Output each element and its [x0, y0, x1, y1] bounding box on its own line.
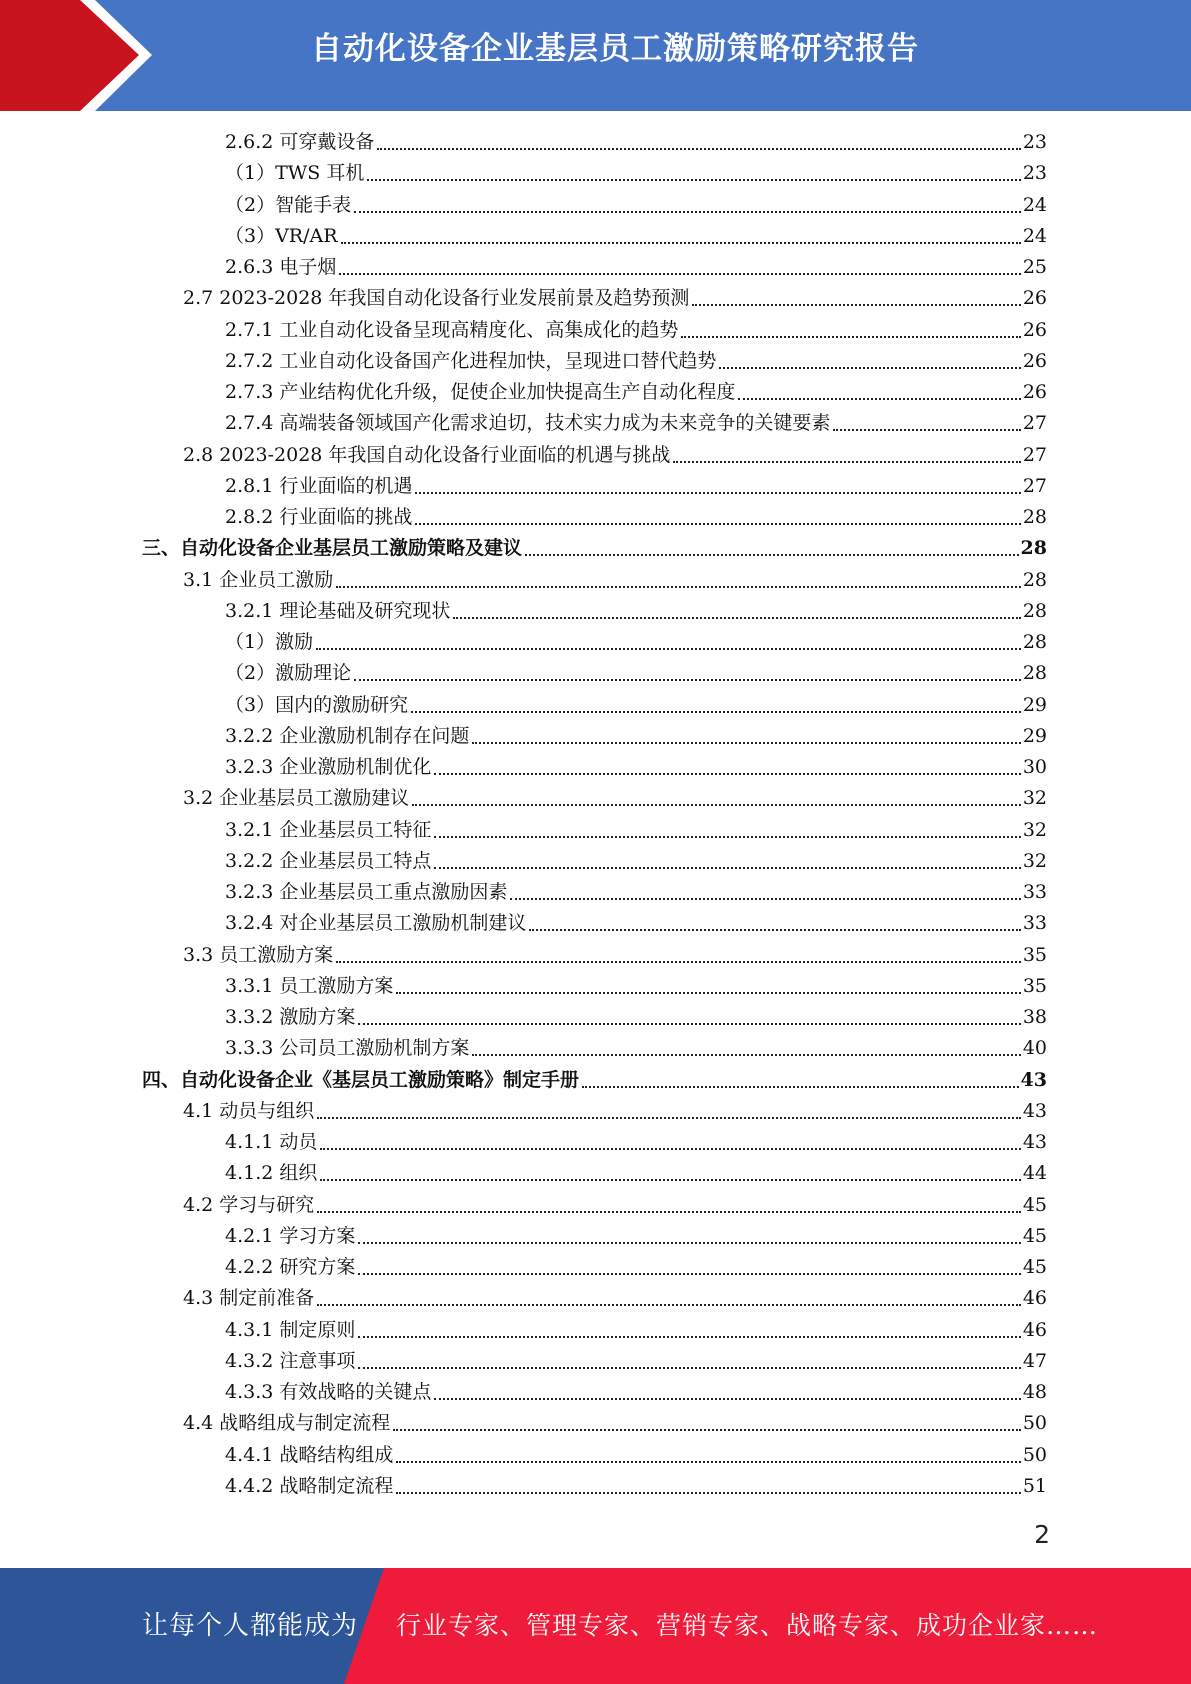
toc-entry-title: 3.2.1 企业基层员工特征	[225, 818, 432, 841]
toc-entry[interactable]	[225, 158, 1047, 189]
toc-entry-page: 28	[1022, 662, 1047, 685]
toc-entry-page: 28	[1022, 599, 1047, 622]
toc-dot-leader	[316, 648, 1021, 650]
toc-entry[interactable]	[225, 1002, 1047, 1033]
toc-entry-title: 2.8.2 行业面临的挑战	[225, 506, 413, 528]
toc-entry-page: 46	[1022, 1318, 1047, 1341]
toc-entry-title: （3）VR/AR	[225, 224, 338, 247]
page-header	[0, 0, 1191, 111]
toc-entry[interactable]	[225, 315, 1047, 346]
toc-entry-title: 3.1 企业员工激励	[183, 568, 334, 591]
toc-entry-page: 43	[1022, 1131, 1047, 1153]
toc-entry-title: 2.7.3 产业结构优化升级，促使企业加快提高生产自动化程度	[225, 381, 736, 403]
toc-entry[interactable]	[183, 783, 1047, 814]
toc-entry-title: 4.3.3 有效战略的关键点	[225, 1381, 432, 1403]
toc-entry-title: 4.3.1 制定原则	[225, 1318, 356, 1341]
toc-entry-page: 32	[1022, 849, 1047, 872]
toc-entry-page: 30	[1022, 756, 1047, 778]
page-number: 2	[1034, 1520, 1050, 1549]
toc-dot-leader	[377, 148, 1020, 150]
toc-dot-leader	[833, 429, 1020, 431]
toc-entry-title: 4.2 学习与研究	[183, 1193, 315, 1216]
toc-entry[interactable]	[225, 658, 1047, 689]
toc-entry[interactable]	[225, 1221, 1047, 1252]
toc-entry-title: 2.7.1 工业自动化设备呈现高精度化、高集成化的趋势	[225, 318, 679, 341]
toc-entry[interactable]	[225, 1127, 1047, 1158]
toc-dot-leader	[434, 836, 1020, 838]
toc-entry-page: 45	[1022, 1224, 1047, 1247]
toc-entry[interactable]	[225, 1033, 1047, 1064]
toc-entry[interactable]	[183, 565, 1047, 596]
toc-entry[interactable]	[183, 1408, 1047, 1439]
toc-entry[interactable]	[183, 283, 1047, 314]
toc-entry-title: 4.2.2 研究方案	[225, 1256, 356, 1278]
toc-entry-page: 40	[1022, 1037, 1047, 1060]
toc-entry[interactable]	[225, 596, 1047, 627]
toc-entry[interactable]	[225, 221, 1047, 252]
toc-dot-leader	[510, 898, 1020, 900]
toc-entry[interactable]	[183, 1096, 1047, 1127]
toc-dot-leader	[411, 711, 1021, 713]
toc-entry-title: 4.2.1 学习方案	[225, 1224, 356, 1247]
toc-entry[interactable]	[225, 190, 1047, 221]
toc-entry[interactable]	[225, 1471, 1047, 1502]
toc-dot-leader	[434, 867, 1020, 869]
toc-entry-page: 28	[1022, 631, 1047, 653]
toc-entry-title: 3.3 员工激励方案	[183, 943, 334, 966]
toc-dot-leader	[412, 804, 1021, 806]
toc-entry-page: 48	[1022, 1381, 1047, 1403]
toc-dot-leader	[358, 1242, 1020, 1244]
toc-entry-page: 24	[1022, 193, 1047, 216]
toc-entry-page: 43	[1020, 1068, 1047, 1091]
toc-entry-title: 2.8 2023-2028 年我国自动化设备行业面临的机遇与挑战	[183, 443, 671, 466]
toc-entry[interactable]	[225, 502, 1047, 533]
toc-entry-title: 4.3 制定前准备	[183, 1287, 315, 1310]
toc-entry[interactable]	[225, 971, 1047, 1002]
toc-entry[interactable]	[225, 127, 1047, 158]
toc-entry[interactable]	[142, 533, 1047, 564]
toc-dot-leader	[396, 1492, 1020, 1494]
toc-entry[interactable]	[225, 877, 1047, 908]
toc-entry[interactable]	[225, 908, 1047, 939]
toc-entry-title: （2）激励理论	[225, 662, 352, 685]
toc-entry-title: 2.7.2 工业自动化设备国产化进程加快，呈现进口替代趋势	[225, 349, 717, 372]
toc-entry-title: （2）智能手表	[225, 193, 352, 216]
toc-dot-leader	[396, 992, 1020, 994]
toc-dot-leader	[320, 1179, 1020, 1181]
toc-dot-leader	[317, 1304, 1021, 1306]
toc-entry[interactable]	[183, 940, 1047, 971]
footer-slogan-right: 行业专家、管理专家、营销专家、战略专家、成功企业家……	[396, 1611, 1099, 1640]
toc-entry[interactable]	[225, 752, 1047, 783]
toc-entry-page: 26	[1022, 349, 1047, 372]
toc-dot-leader	[434, 1398, 1020, 1400]
toc-dot-leader	[529, 929, 1020, 931]
toc-entry[interactable]	[225, 1158, 1047, 1189]
toc-dot-leader	[472, 742, 1020, 744]
toc-dot-leader	[415, 523, 1020, 525]
toc-dot-leader	[719, 367, 1020, 369]
toc-entry-page: 45	[1022, 1193, 1047, 1216]
toc-entry[interactable]	[225, 408, 1047, 439]
toc-dot-leader	[738, 398, 1020, 400]
toc-entry-page: 47	[1022, 1349, 1047, 1372]
toc-dot-leader	[396, 1461, 1020, 1463]
toc-entry-page: 35	[1022, 943, 1047, 966]
footer-slogan-left: 让每个人都能成为	[142, 1611, 359, 1641]
toc-entry[interactable]	[183, 1283, 1047, 1314]
toc-entry-page: 33	[1022, 912, 1047, 935]
toc-entry[interactable]	[225, 721, 1047, 752]
toc-entry-page: 50	[1022, 1443, 1047, 1466]
toc-entry-page: 23	[1022, 162, 1047, 185]
toc-entry[interactable]	[183, 440, 1047, 471]
toc-entry-title: 2.6.3 电子烟	[225, 256, 337, 278]
toc-entry[interactable]	[225, 471, 1047, 502]
toc-entry-title: 3.2.2 企业激励机制存在问题	[225, 724, 470, 747]
toc-entry-page: 32	[1022, 818, 1047, 841]
toc-entry-title: 3.2.1 理论基础及研究现状	[225, 599, 451, 622]
toc-entry-title: 三、自动化设备企业基层员工激励策略及建议	[142, 537, 523, 560]
toc-dot-leader	[358, 1023, 1020, 1025]
toc-dot-leader	[336, 961, 1021, 963]
toc-dot-leader	[320, 1148, 1020, 1150]
toc-entry-page: 25	[1022, 256, 1047, 278]
toc-entry-page: 33	[1022, 881, 1047, 903]
toc-entry-title: 3.2.3 企业激励机制优化	[225, 756, 432, 778]
toc-dot-leader	[453, 617, 1020, 619]
toc-entry-title: 3.2.4 对企业基层员工激励机制建议	[225, 912, 527, 935]
toc-entry-page: 27	[1022, 443, 1047, 466]
toc-dot-leader	[358, 1367, 1020, 1369]
toc-dot-leader	[367, 179, 1020, 181]
toc-entry[interactable]	[225, 690, 1047, 721]
toc-entry-title: 2.7.4 高端装备领域国产化需求迫切，技术实力成为未来竞争的关键要素	[225, 412, 831, 435]
toc-dot-leader	[692, 304, 1020, 306]
toc-entry-page: 43	[1022, 1099, 1047, 1122]
toc-entry-page: 26	[1022, 318, 1047, 341]
toc-entry-page: 35	[1022, 974, 1047, 997]
toc-dot-leader	[336, 586, 1021, 588]
header-title: 自动化设备企业基层员工激励策略研究报告	[311, 31, 919, 67]
toc-entry[interactable]	[225, 846, 1047, 877]
toc-entry-page: 44	[1022, 1162, 1047, 1185]
toc-entry-page: 23	[1022, 131, 1047, 153]
toc-entry-title: 3.3.2 激励方案	[225, 1006, 356, 1028]
toc-entry-page: 27	[1022, 412, 1047, 435]
toc-entry-page: 28	[1022, 568, 1047, 591]
toc-dot-leader	[354, 679, 1021, 681]
toc-dot-leader	[341, 242, 1021, 244]
toc-entry-page: 38	[1022, 1006, 1047, 1028]
toc-entry-title: 四、自动化设备企业《基层员工激励策略》制定手册	[142, 1068, 580, 1091]
toc-dot-leader	[525, 554, 1019, 556]
toc-entry-title: 2.6.2 可穿戴设备	[225, 131, 375, 153]
toc-entry[interactable]	[225, 627, 1047, 658]
toc-dot-leader	[673, 461, 1020, 463]
toc-dot-leader	[434, 773, 1020, 775]
toc-entry-title: （1）激励	[225, 631, 314, 653]
toc-dot-leader	[582, 1086, 1019, 1088]
toc-dot-leader	[415, 492, 1020, 494]
toc-entry-page: 51	[1022, 1474, 1047, 1497]
toc-dot-leader	[393, 1429, 1021, 1431]
toc-entry-page: 32	[1022, 787, 1047, 810]
toc-entry-title: 3.2.2 企业基层员工特点	[225, 849, 432, 872]
toc-entry-title: 2.8.1 行业面临的机遇	[225, 474, 413, 497]
toc-dot-leader	[358, 1336, 1020, 1338]
toc-entry-title: （1）TWS 耳机	[225, 162, 365, 185]
toc-entry-page: 45	[1022, 1256, 1047, 1278]
toc-dot-leader	[317, 1211, 1021, 1213]
toc-dot-leader	[681, 336, 1020, 338]
toc-entry[interactable]	[225, 1377, 1047, 1408]
toc-entry[interactable]	[225, 1252, 1047, 1283]
toc-entry-title: 4.4.1 战略结构组成	[225, 1443, 394, 1466]
toc-entry[interactable]	[183, 1190, 1047, 1221]
toc-entry-title: 3.2 企业基层员工激励建议	[183, 787, 410, 810]
toc-dot-leader	[354, 211, 1021, 213]
toc-entry-page: 26	[1022, 287, 1047, 310]
toc-entry[interactable]	[225, 1440, 1047, 1471]
toc-entry-page: 46	[1022, 1287, 1047, 1310]
toc-entry-page: 24	[1022, 224, 1047, 247]
toc-entry-title: 3.2.3 企业基层员工重点激励因素	[225, 881, 508, 903]
toc-entry-title: 4.4.2 战略制定流程	[225, 1474, 394, 1497]
toc-entry[interactable]	[225, 1346, 1047, 1377]
toc-dot-leader	[358, 1273, 1020, 1275]
toc-dot-leader	[317, 1117, 1021, 1119]
toc-entry-title: 4.1.1 动员	[225, 1131, 318, 1153]
toc-entry-title: 3.3.1 员工激励方案	[225, 974, 394, 997]
toc-entry-page: 28	[1020, 537, 1047, 560]
toc-entry-page: 29	[1022, 693, 1047, 716]
toc-entry[interactable]	[225, 346, 1047, 377]
toc-entry[interactable]	[142, 1065, 1047, 1096]
toc-entry-page: 29	[1022, 724, 1047, 747]
toc-entry-title: （3）国内的激励研究	[225, 693, 409, 716]
toc-dot-leader	[472, 1054, 1020, 1056]
toc-entry-title: 4.3.2 注意事项	[225, 1349, 356, 1372]
toc-entry[interactable]	[225, 252, 1047, 283]
toc-entry-title: 2.7 2023-2028 年我国自动化设备行业发展前景及趋势预测	[183, 287, 690, 310]
page-footer	[0, 1568, 1191, 1684]
toc-entry-title: 4.1 动员与组织	[183, 1099, 315, 1122]
toc-entry-title: 4.1.2 组织	[225, 1162, 318, 1185]
toc-entry-page: 50	[1022, 1412, 1047, 1435]
toc-entry-page: 26	[1022, 381, 1047, 403]
toc-entry-page: 28	[1022, 506, 1047, 528]
toc-entry-title: 4.4 战略组成与制定流程	[183, 1412, 391, 1435]
toc-entry-page: 27	[1022, 474, 1047, 497]
toc-entry[interactable]	[225, 377, 1047, 408]
toc-entry[interactable]	[225, 1315, 1047, 1346]
toc-dot-leader	[339, 273, 1020, 275]
toc-entry[interactable]	[225, 815, 1047, 846]
toc-entry-title: 3.3.3 公司员工激励机制方案	[225, 1037, 470, 1060]
